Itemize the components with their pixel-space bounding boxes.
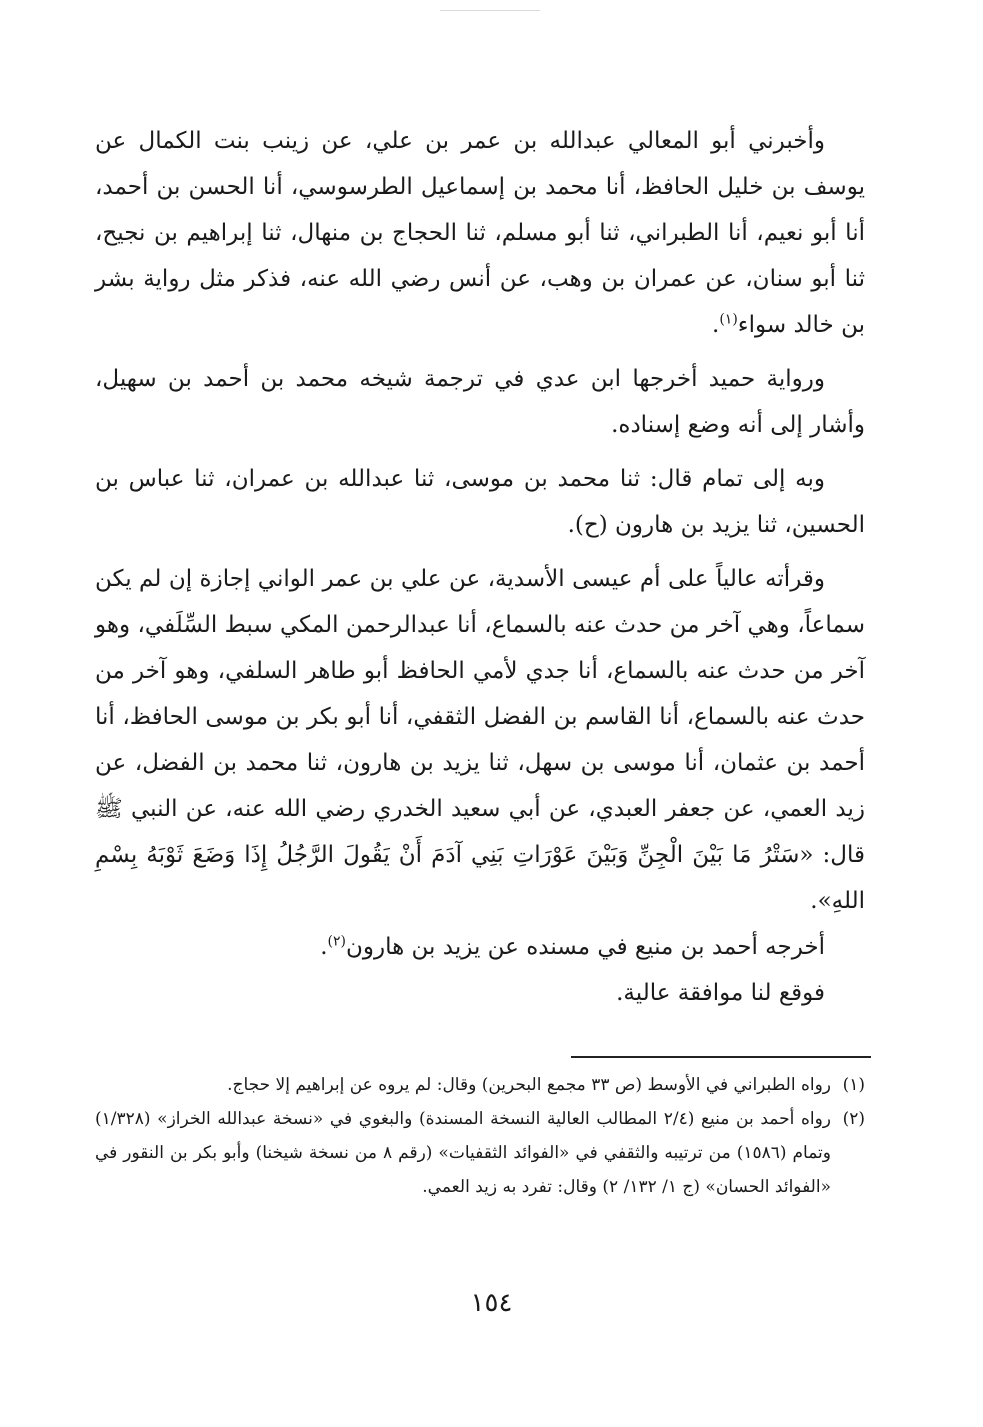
paragraph-3: وبه إلى تمام قال: ثنا محمد بن موسى، ثنا عبدالله بن عمران، ثنا عباس بن الحسين، ثنا يزيد بن هارون (ح). [95,466,865,538]
hadith-quote: «سَتْرُ مَا بَيْنَ الْجِنِّ وَبَيْنَ عَوْرَاتِ بَنِي آدَمَ أَنْ يَقُولَ الرَّجُلُ إِذَا وَضَعَ ثَوْبَهُ بِسْمِ اللهِ». [95,842,865,914]
paragraph-2: ورواية حميد أخرجها ابن عدي في ترجمة شيخه محمد بن أحمد بن سهيل، وأشار إلى أنه وضع إسناده. [95,366,865,438]
paragraph-4: وقرأته عالياً على أم عيسى الأسدية، عن علي بن عمر الواني إجازة إن لم يكن سماعاً، وهي آخر من حدث عنه بالسماع، أنا عبدالرحمن المكي سبط السِّلَفي، وهو آخر من حدث عنه بالسماع، أنا جدي لأمي الحافظ أبو طاهر السلفي، وهو آخر من حدث عنه بالسماع، أنا القاسم بن الفضل الثقفي، أنا أبو بكر بن موسى الحافظ، أنا أحمد بن عثمان، أنا موسى بن سهل، ثنا يزيد بن هارون، ثنا محمد بن الفضل، عن زيد العمي، عن جعفر العبدي، عن أبي سعيد الخدري رضي الله عنه، عن النبي ﷺ قال: «سَتْرُ مَا بَيْنَ الْجِنِّ وَبَيْنَ عَوْرَاتِ بَنِي آدَمَ أَنْ يَقُولَ الرَّجُلُ إِذَا وَضَعَ ثَوْبَهُ بِسْمِ اللهِ». [95,566,866,914]
paragraph-1: وأخبرني أبو المعالي عبدالله بن عمر بن علي، عن زينب بنت الكمال عن يوسف بن خليل الحافظ، أنا محمد بن إسماعيل الطرسوسي، أنا الحسن بن أحمد، أنا أبو نعيم، أنا الطبراني، ثنا أبو مسلم، ثنا الحجاج بن منهال، ثنا إبراهيم بن نجيح، ثنا أبو سنان، عن عمران بن وهب، عن أنس رضي الله عنه، فذكر مثل رواية بشر بن خالد سواء$^{(١)}$. [95,128,865,338]
footnotes [95,1068,865,1204]
page-number: ١٥٤ [470,1288,513,1318]
main-text [95,118,865,1016]
footnote-number: (١) [842,1075,865,1095]
paragraph-5: أخرجه أحمد بن منيع في مسنده عن يزيد بن هارون$^{(٢)}$. [320,933,825,960]
footnote-1 [95,1068,865,1102]
footnote-ref-2[interactable]: (٢) [327,933,346,950]
footnote-text: رواه أحمد بن منيع (٢/٤ المطالب العالية النسخة المسندة) والبغوي في «نسخة عبدالله الخراز» (١/٣٢٨) وتمام (١٥٨٦) من ترتيبه والثقفي في «الفوائد الثقفيات» (رقم ٨ من نسخة شيخنا) وأبو بكر بن النقور في «الفوائد الحسان» (ج ١/ ١٣٢/ ٢) وقال: تفرد به زيد العمي. [95,1109,831,1197]
paragraph-6: فوقع لنا موافقة عالية. [616,980,825,1006]
footnote-number: (٢) [842,1109,865,1129]
footnote-ref-1[interactable]: (١) [719,311,738,328]
top-edge-mark [440,10,540,11]
footnote-text: رواه الطبراني في الأوسط (ص ٣٣ مجمع البحرين) وقال: لم يروه عن إبراهيم إلا حجاج. [227,1075,831,1095]
footnote-divider [571,1056,871,1058]
footnote-2 [95,1102,865,1204]
